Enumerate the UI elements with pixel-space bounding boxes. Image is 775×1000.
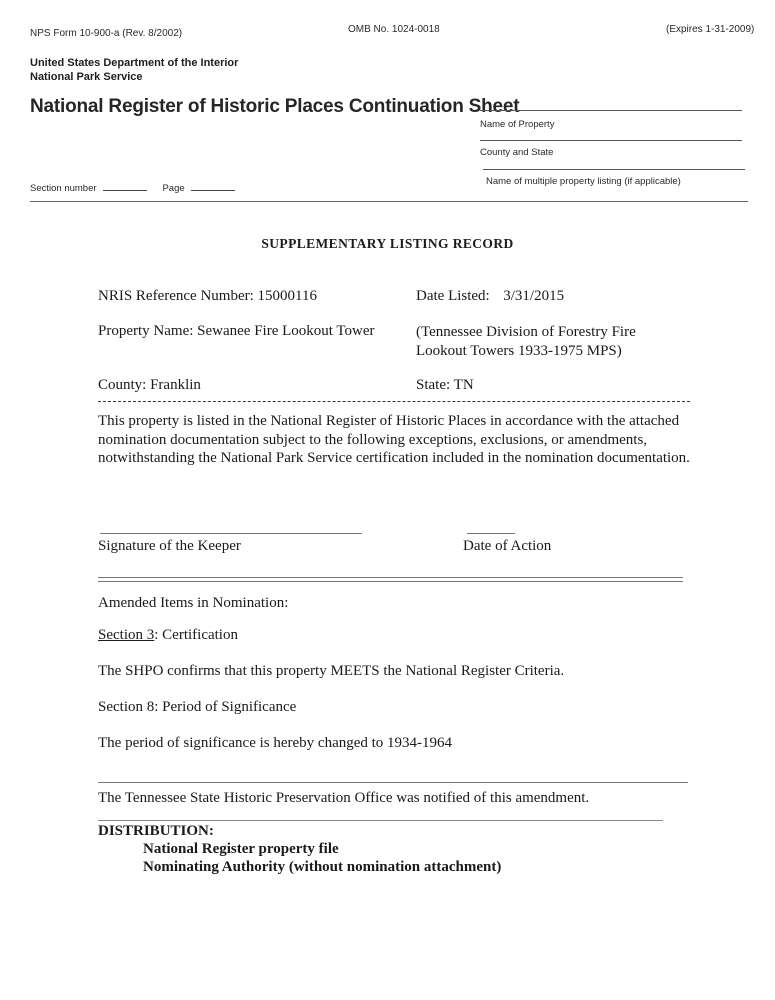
mps-line-2: Lookout Towers 1933-1975 MPS) xyxy=(416,343,622,359)
signature-label: Signature of the Keeper xyxy=(98,538,241,554)
date-listed-label: Date Listed: xyxy=(416,288,490,304)
department-name: United States Department of the Interior xyxy=(30,57,239,69)
section-3-text: The SHPO confirms that this property MEETS the National Register Criteria. xyxy=(98,663,565,679)
state-value: TN xyxy=(453,377,474,393)
property-name-label: Name of Property xyxy=(480,119,555,130)
date-listed xyxy=(416,288,564,305)
form-number: NPS Form 10-900-a (Rev. 8/2002) xyxy=(30,28,183,39)
section-number-field xyxy=(30,182,235,194)
property-name-line xyxy=(480,110,742,111)
mps-line-1: (Tennessee Division of Forestry Fire xyxy=(416,324,636,340)
state-label: State: xyxy=(416,377,451,393)
nris-reference xyxy=(98,288,317,305)
state xyxy=(416,377,474,394)
date-listed-value: 3/31/2015 xyxy=(503,288,565,304)
amended-items-intro: Amended Items in Nomination: xyxy=(98,595,289,611)
date-of-action-line xyxy=(467,533,515,534)
property-name-field-label: Property Name: xyxy=(98,323,194,339)
section-8-text: The period of significance is hereby changed to 1934-1964 xyxy=(98,735,453,751)
nris-value: 15000116 xyxy=(257,288,317,304)
section-number-blank xyxy=(103,182,147,191)
section-3-title: Section 3 xyxy=(98,627,155,643)
county-value: Franklin xyxy=(150,377,201,393)
section-number-label: Section number xyxy=(30,183,97,194)
multiple-listing-line xyxy=(483,169,745,170)
signature-line xyxy=(100,533,362,534)
property-name xyxy=(98,323,375,340)
notification-bottom-rule xyxy=(98,820,663,821)
date-of-action-label: Date of Action xyxy=(463,538,552,554)
property-name-value: Sewanee Fire Lookout Tower xyxy=(197,323,375,339)
nris-label: NRIS Reference Number: xyxy=(98,288,254,304)
sheet-title: National Register of Historic Places Continuation Sheet xyxy=(30,96,520,117)
county xyxy=(98,377,201,394)
expiration-date: (Expires 1-31-2009) xyxy=(666,24,755,35)
record-heading: SUPPLEMENTARY LISTING RECORD xyxy=(261,236,514,251)
distribution-item: National Register property file xyxy=(143,841,339,857)
distribution-item: Nominating Authority (without nomination attachment) xyxy=(143,859,502,875)
header-divider xyxy=(30,201,748,202)
double-divider xyxy=(98,577,683,582)
listing-statement: This property is listed in the National Register of Historic Places in accordance with the attached nomination documentation subject to the following exceptions, exclusions, or amendments, notwithstanding the National Park Service certification included in the nomination documentation. xyxy=(98,413,690,466)
mps-name xyxy=(416,323,636,361)
omb-number: OMB No. 1024-0018 xyxy=(348,24,440,35)
county-state-line xyxy=(480,140,742,141)
dashed-divider xyxy=(98,401,690,402)
page-label: Page xyxy=(162,183,185,194)
county-state-label: County and State xyxy=(480,147,554,158)
notification-text: The Tennessee State Historic Preservation Office was notified of this amendment. xyxy=(98,790,590,806)
section-3-heading xyxy=(98,627,238,644)
page-blank xyxy=(191,182,235,191)
distribution-heading: DISTRIBUTION: xyxy=(98,823,214,839)
section-8-heading: Section 8: Period of Significance xyxy=(98,699,297,715)
notification-top-rule xyxy=(98,782,688,783)
county-label: County: xyxy=(98,377,147,393)
service-name: National Park Service xyxy=(30,71,143,83)
multiple-listing-label: Name of multiple property listing (if applicable) xyxy=(486,176,681,187)
section-3-rest: : Certification xyxy=(154,627,238,643)
